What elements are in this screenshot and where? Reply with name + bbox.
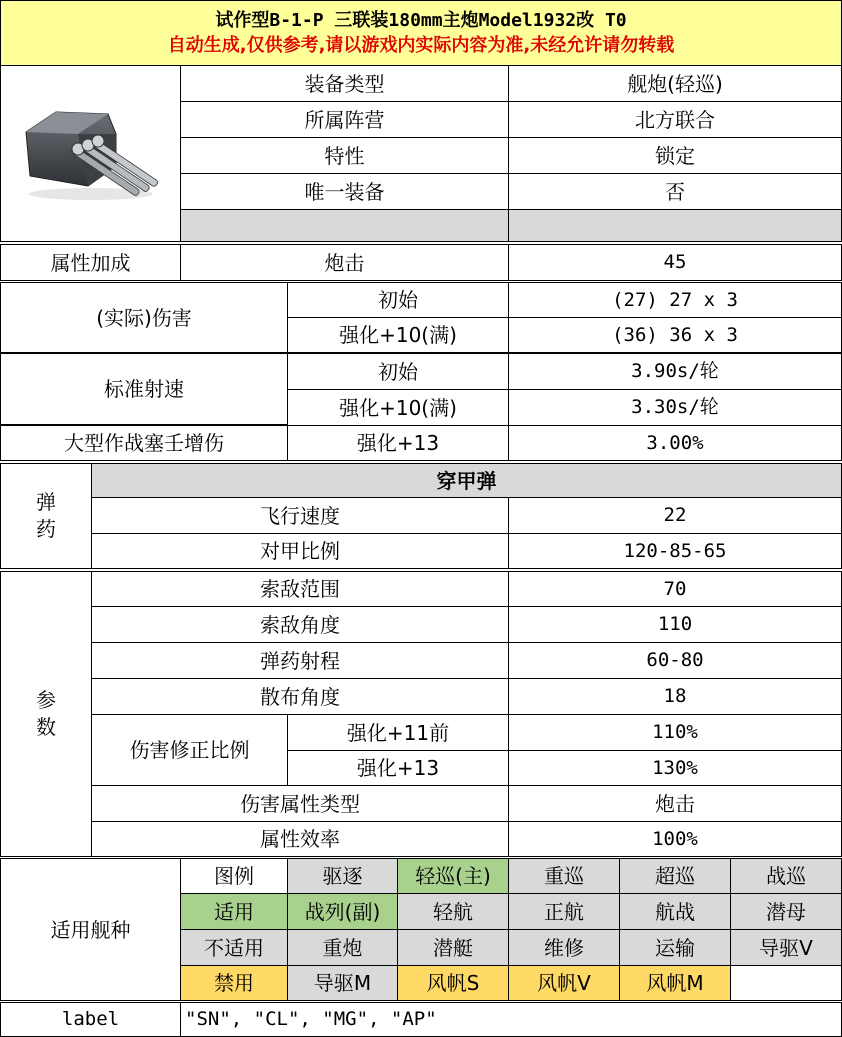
empty-cell	[730, 965, 842, 1001]
params-label-char-1: 参	[36, 688, 56, 712]
ship-type-cell: 正航	[508, 893, 620, 930]
equipment-type-value: 舰炮(轻巡)	[508, 65, 842, 102]
damage-modifier-pre-value: 110%	[508, 714, 842, 751]
ship-type-cell: 重炮	[287, 929, 398, 966]
armor-ratio-label: 对甲比例	[91, 533, 509, 569]
empty-cell	[508, 209, 842, 242]
ship-type-cell: 战巡	[730, 858, 842, 894]
ship-type-cell: 潜艇	[397, 929, 509, 966]
stat-bonus-value: 45	[508, 244, 842, 281]
params-label-char-2: 数	[36, 715, 56, 739]
ship-type-cell: 驱逐	[287, 858, 398, 894]
fire-rate-initial-label: 初始	[287, 353, 509, 390]
ship-type-cell: 潜母	[730, 893, 842, 930]
search-range-label: 索敌范围	[91, 571, 509, 607]
empty-cell	[180, 209, 509, 242]
damage-type-label: 伤害属性类型	[91, 785, 509, 822]
notice-text: 自动生成,仅供参考,请以游戏内实际内容为准,未经允许请勿转载	[167, 34, 675, 56]
damage-modifier-label: 伤害修正比例	[91, 714, 288, 786]
damage-modifier-pre-label: 强化+11前	[287, 714, 509, 751]
ship-type-cell: 重巡	[508, 858, 620, 894]
flight-speed-value: 22	[508, 497, 842, 534]
trait-label: 特性	[180, 137, 509, 174]
fire-rate-initial-value: 3.90s/轮	[508, 353, 842, 390]
fire-rate-label: 标准射速	[0, 353, 288, 425]
siren-damage-value: 3.00%	[508, 425, 842, 461]
legend-allowed: 适用	[180, 893, 288, 930]
legend-not-allowed: 不适用	[180, 929, 288, 966]
damage-initial-value: (27) 27 x 3	[508, 282, 842, 318]
damage-modifier-post-label: 强化+13	[287, 750, 509, 786]
damage-max-label: 强化+10(满)	[287, 317, 509, 353]
armor-ratio-value: 120-85-65	[508, 533, 842, 569]
legend-label: 图例	[180, 858, 288, 894]
equipment-type-label: 装备类型	[180, 65, 509, 102]
search-angle-label: 索敌角度	[91, 606, 509, 643]
damage-type-value: 炮击	[508, 785, 842, 822]
fire-rate-max-label: 强化+10(满)	[287, 389, 509, 426]
flight-speed-label: 飞行速度	[91, 497, 509, 534]
ship-type-cell: 航战	[619, 893, 731, 930]
search-range-value: 70	[508, 571, 842, 607]
footer-value: "SN", "CL", "MG", "AP"	[180, 1002, 842, 1037]
legend-forbidden: 禁用	[180, 965, 288, 1001]
ammo-range-label: 弹药射程	[91, 642, 509, 679]
ammo-name: 穿甲弹	[91, 463, 842, 498]
unique-value: 否	[508, 173, 842, 210]
ship-type-cell: 风帆V	[508, 965, 620, 1001]
ship-types-label: 适用舰种	[0, 858, 181, 1001]
triple-gun-turret-icon	[16, 104, 166, 204]
damage-max-value: (36) 36 x 3	[508, 317, 842, 353]
faction-label: 所属阵营	[180, 101, 509, 138]
ship-type-cell: 风帆S	[397, 965, 509, 1001]
ship-type-cell: 轻航	[397, 893, 509, 930]
damage-modifier-post-value: 130%	[508, 750, 842, 786]
ammo-section-label	[0, 463, 92, 569]
search-angle-value: 110	[508, 606, 842, 643]
spread-angle-value: 18	[508, 678, 842, 715]
equipment-image	[0, 65, 181, 242]
trait-value: 锁定	[508, 137, 842, 174]
ammo-label-char-1: 弹	[36, 490, 56, 514]
equipment-title: 试作型B-1-P 三联装180mm主炮Model1932改 T0	[215, 9, 627, 31]
header	[0, 0, 842, 66]
stat-bonus-label: 属性加成	[0, 244, 181, 281]
efficiency-value: 100%	[508, 821, 842, 857]
siren-damage-level: 强化+13	[287, 425, 509, 461]
ship-type-cell: 风帆M	[619, 965, 731, 1001]
ship-type-cell: 维修	[508, 929, 620, 966]
unique-label: 唯一装备	[180, 173, 509, 210]
ammo-range-value: 60-80	[508, 642, 842, 679]
efficiency-label: 属性效率	[91, 821, 509, 857]
ship-type-cell: 运输	[619, 929, 731, 966]
spread-angle-label: 散布角度	[91, 678, 509, 715]
stat-bonus-stat: 炮击	[180, 244, 509, 281]
ship-type-cell: 轻巡(主)	[397, 858, 509, 894]
siren-damage-label: 大型作战塞壬增伤	[0, 425, 288, 461]
footer-key: label	[0, 1002, 181, 1037]
ammo-label-char-2: 药	[36, 517, 56, 541]
ship-type-cell: 导驱V	[730, 929, 842, 966]
params-section-label	[0, 571, 92, 857]
damage-label: (实际)伤害	[0, 282, 288, 353]
faction-value: 北方联合	[508, 101, 842, 138]
ship-type-cell: 导驱M	[287, 965, 398, 1001]
ship-type-cell: 战列(副)	[287, 893, 398, 930]
damage-initial-label: 初始	[287, 282, 509, 318]
ship-type-cell: 超巡	[619, 858, 731, 894]
fire-rate-max-value: 3.30s/轮	[508, 389, 842, 426]
